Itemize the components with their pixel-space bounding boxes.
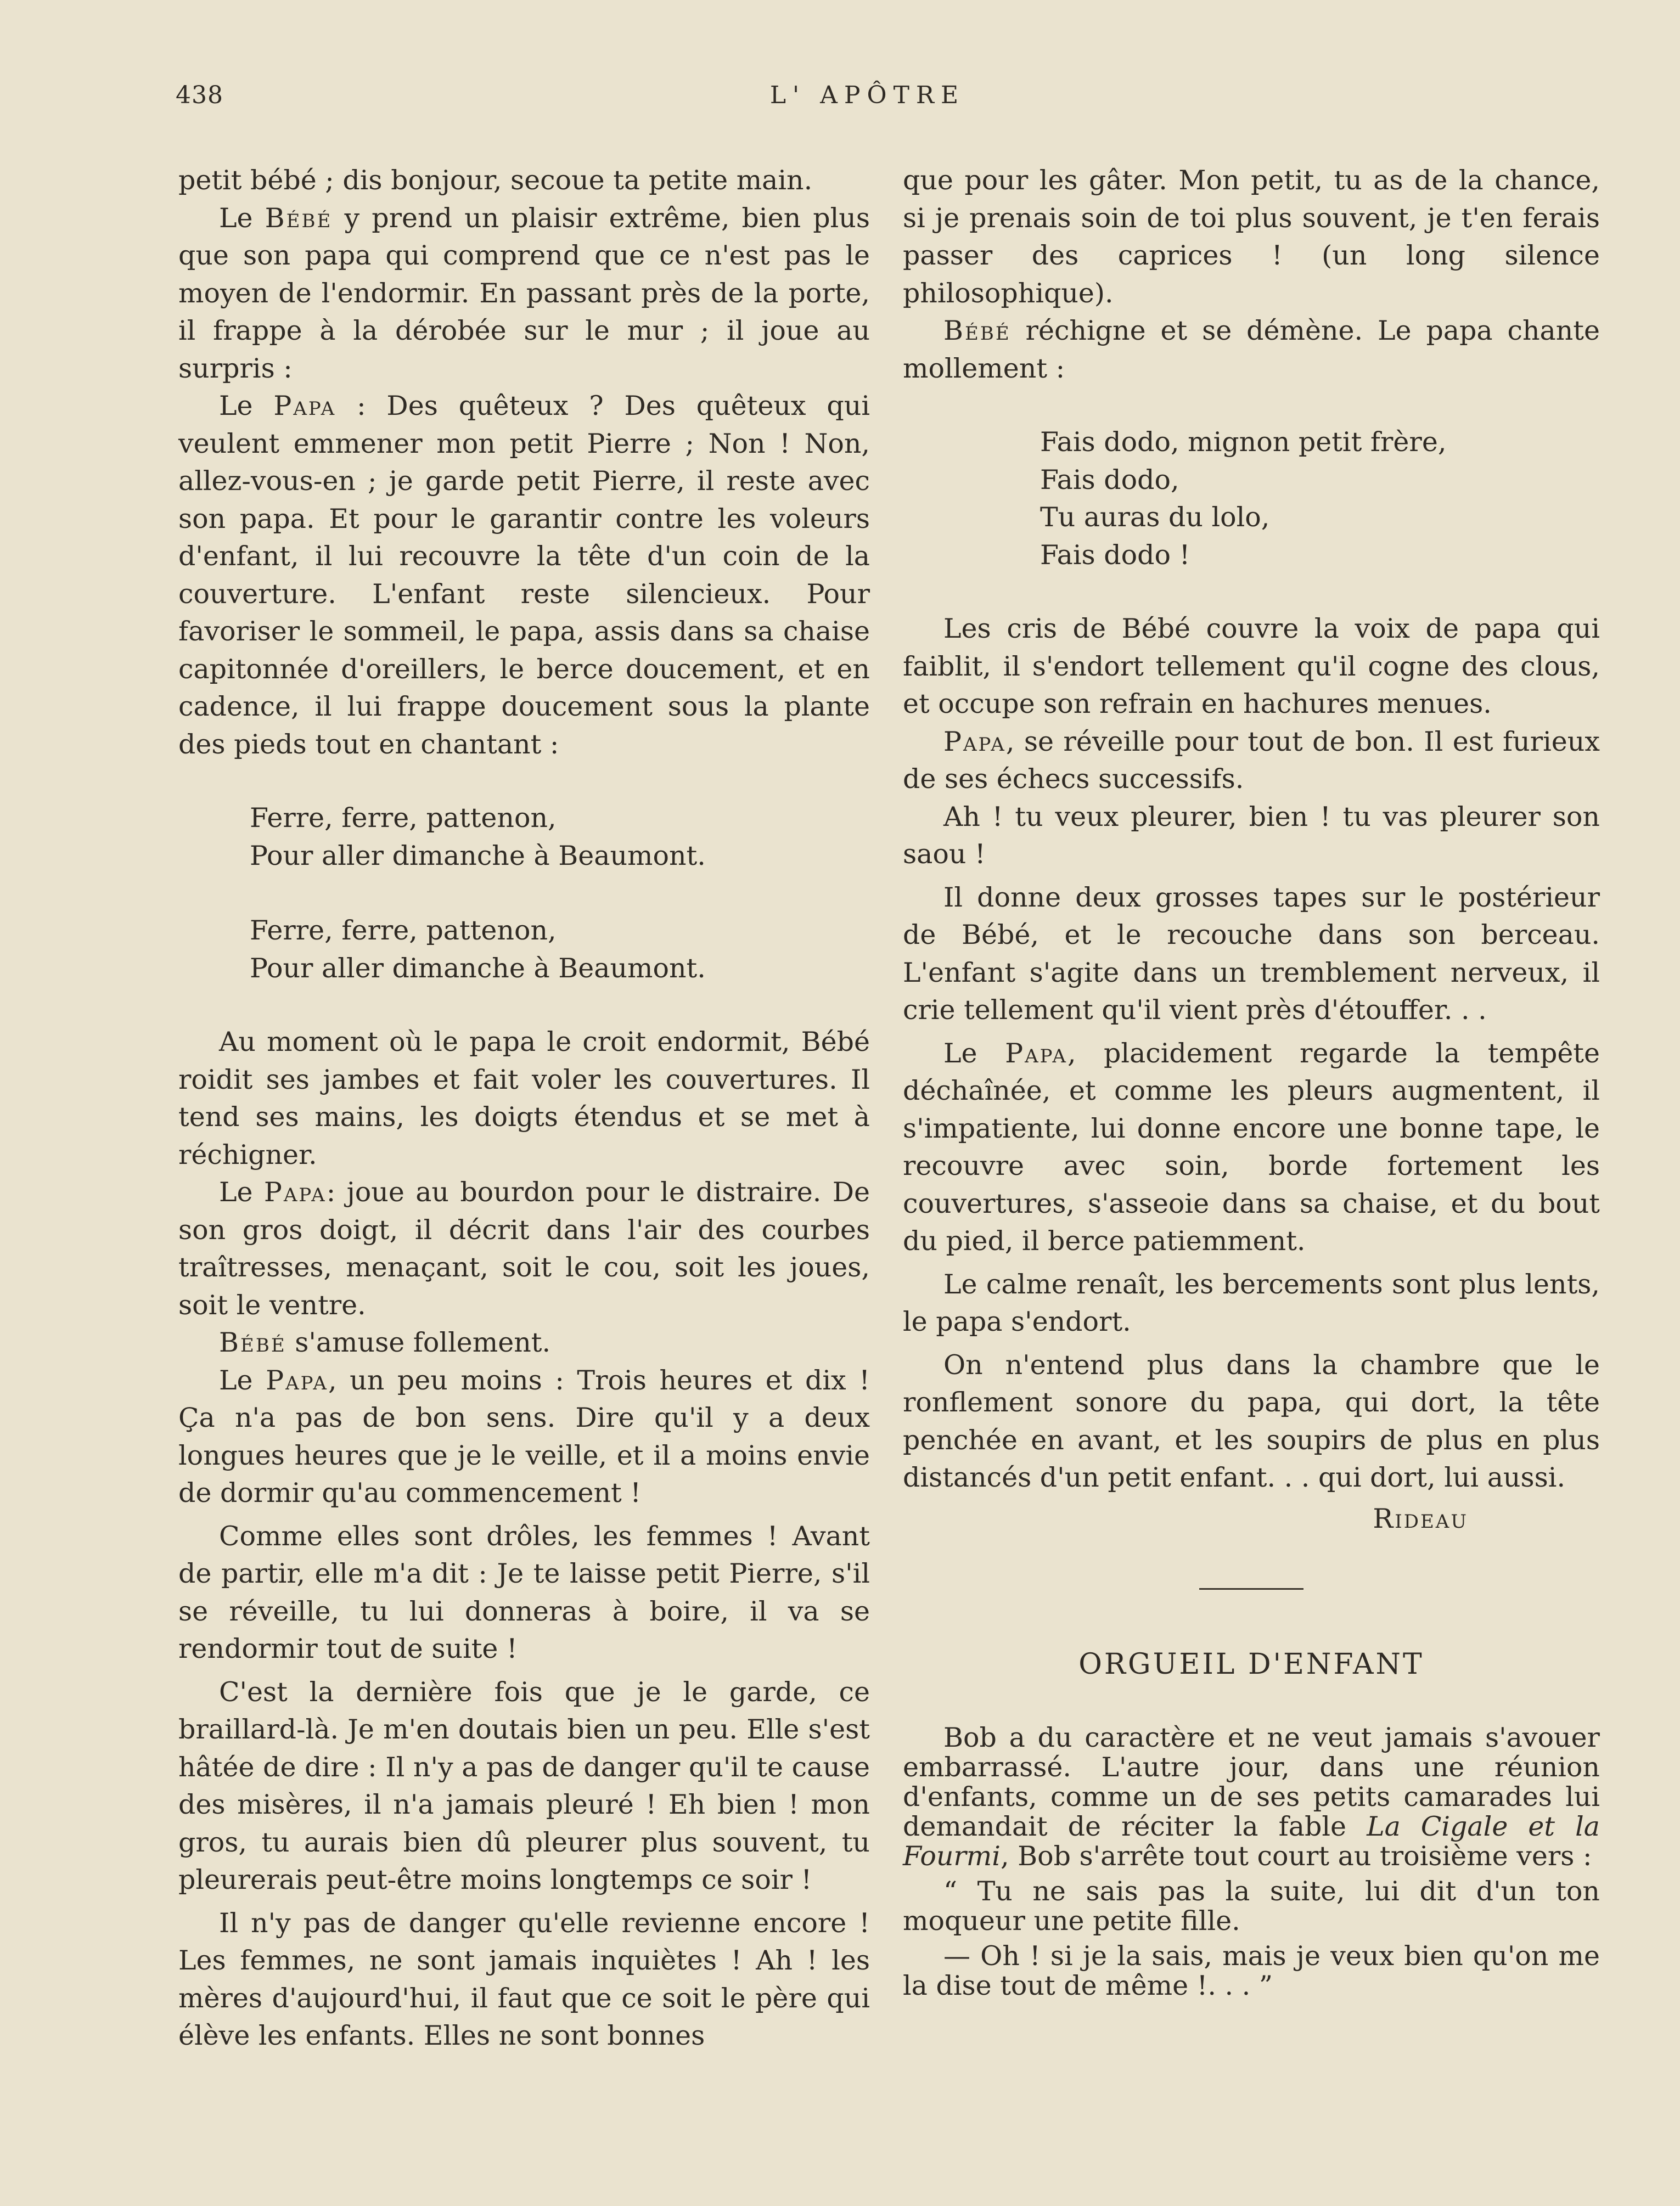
paragraph: Le calme renaît, les bercements sont plus lents, le papa s'endort. — [903, 1268, 1600, 1337]
section-title: ORGUEIL D'ENFANT — [1078, 1648, 1424, 1681]
paragraph: que pour les gâter. Mon petit, tu as de la chance, si je prenais soin de toi plus souvent, je t'en ferais passer des caprices ! (un long silence philosophique). — [903, 165, 1600, 309]
paragraph: Le Papa : Des quêteux ? Des quêteux qui veulent emmener mon petit Pierre ; Non ! Non, allez-vous-en ; je garde petit Pierre, il reste avec son papa. Et pour le garantir contre les voleurs d'enfant, il lui recouvre la tête d'un coin de la couverture. L'enfant reste silencieux. Pour favoriser le sommeil, le papa, assis dans sa chaise capitonnée d'oreillers, le berce doucement, et en cadence, il lui frappe doucement sous la plante des pieds tout en chantant : — [178, 390, 870, 760]
paragraph: Papa, se réveille pour tout de bon. Il est furieux de ses échecs successifs. — [903, 725, 1600, 795]
paragraph: On n'entend plus dans la chambre que le ronflement sonore du papa, qui dort, la tête penchée en avant, et les soupirs de plus en plus distancés d'un petit enfant. . . qui dort, lui aussi. — [903, 1349, 1600, 1493]
lullaby-verse — [903, 424, 1600, 574]
verse-line: Fais dodo, mignon petit frère, — [1040, 426, 1447, 458]
paragraph: Bébé s'amuse follement. — [219, 1327, 551, 1358]
character-name: Bébé — [265, 202, 333, 234]
song-verse — [178, 800, 870, 987]
paragraph: Il donne deux grosses tapes sur le postérieur de Bébé, et le recouche dans son berceau. L'enfant s'agite dans un tremblement nerveux, il crie tellement qu'il vient près d'étouffer. . . — [903, 881, 1600, 1026]
fable-title: La Cigale et la Fourmi — [903, 1810, 1600, 1872]
character-name: Papa — [1005, 1037, 1067, 1069]
character-name: Bébé — [943, 315, 1011, 346]
page-header — [176, 81, 1559, 120]
verse-line: Tu auras du lolo, — [1040, 502, 1270, 533]
paragraph: Ah ! tu veux pleurer, bien ! tu vas pleurer son saou ! — [903, 801, 1600, 870]
verse-line: Pour aller dimanche à Beaumont. — [250, 840, 706, 871]
verse-line: Ferre, ferre, pattenon, — [250, 915, 557, 946]
paragraph: Le Bébé y prend un plaisir extrême, bien plus que son papa qui comprend que ce n'est pas le moyen de l'endormir. En passant près de la porte, il frappe à la dérobée sur le mur ; il joue au surpris : — [178, 202, 870, 384]
verse-line: Fais dodo, — [1040, 464, 1179, 496]
curtain-signature: Rideau — [1373, 1502, 1468, 1534]
paragraph: Au moment où le papa le croit endormit, Bébé roidit ses jambes et fait voler les couvertures. Il tend ses mains, les doigts étendus et se met à réchigner. — [178, 1026, 870, 1170]
left-column — [178, 162, 870, 2055]
verse-line: Pour aller dimanche à Beaumont. — [250, 952, 706, 984]
paragraph: Le Papa: joue au bourdon pour le distraire. De son gros doigt, il décrit dans l'air des courbes traîtresses, menaçant, soit le cou, soit les joues, soit le ventre. — [178, 1177, 870, 1321]
section-divider — [1199, 1588, 1303, 1590]
paragraph: Comme elles sont drôles, les femmes ! Avant de partir, elle m'a dit : Je te laisse petit Pierre, s'il se réveille, tu lui donneras à boire, il va se rendormir tout de suite ! — [178, 1520, 870, 1664]
verse-line: Fais dodo ! — [1040, 539, 1190, 571]
paragraph: Le Papa, un peu moins : Trois heures et dix ! Ça n'a pas de bon sens. Dire qu'il y a deux longues heures que je le veille, et il a moins envie de dormir qu'au commencement ! — [178, 1364, 870, 1509]
paragraph: C'est la dernière fois que je le garde, ce braillard-là. Je m'en doutais bien un peu. Elle s'est hâtée de dire : Il n'y a pas de danger qu'il te cause des misères, il n'a jamais pleuré ! Eh bien ! mon gros, tu aurais bien dû pleurer plus souvent, tu pleurerais peut-être moins longtemps ce soir ! — [178, 1676, 870, 1895]
paragraph: Il n'y pas de danger qu'elle revienne encore ! Les femmes, ne sont jamais inquiètes ! Ah ! les mères d'aujourd'hui, il faut que ce soit le père qui élève les enfants. Elles ne sont bonnes — [178, 1907, 870, 2051]
paragraph: Bob a du caractère et ne veut jamais s'avouer embarrassé. L'autre jour, dans une réunion d'enfants, comme un de ses petits camarades lui demandait de réciter la fable La Cigale et la Fourmi, Bob s'arrête tout court au troisième vers : — [903, 1721, 1600, 1872]
character-name: Bébé — [219, 1327, 286, 1358]
paragraph: Le Papa, placidement regarde la tempête déchaînée, et comme les pleurs augmentent, il s'impatiente, lui donne encore une bonne tape, le recouvre avec soin, borde fortement les couvertures, s'asseoie dans sa chaise, et du bout du pied, il berce patiemment. — [903, 1037, 1600, 1257]
right-column — [903, 162, 1600, 2001]
paragraph: “ Tu ne sais pas la suite, lui dit d'un ton moqueur une petite fille. — [903, 1875, 1600, 1937]
character-name: Papa — [943, 725, 1006, 757]
paragraph: Bébé réchigne et se démène. Le papa chante mollement : — [903, 315, 1600, 384]
running-title: L' APÔTRE — [769, 81, 965, 109]
page-number: 438 — [176, 81, 223, 109]
character-name: Papa — [263, 1177, 327, 1208]
character-name: Papa — [266, 1364, 328, 1396]
paragraph: Les cris de Bébé couvre la voix de papa qui faiblit, il s'endort tellement qu'il cogne des clous, et occupe son refrain en hachures menues. — [903, 613, 1600, 719]
paragraph: petit bébé ; dis bonjour, secoue ta petite main. — [178, 165, 813, 196]
character-name: Papa — [273, 390, 336, 421]
verse-line: Ferre, ferre, pattenon, — [250, 802, 557, 834]
paragraph: — Oh ! si je la sais, mais je veux bien qu'on me la dise tout de même !. . . ” — [903, 1940, 1600, 2001]
